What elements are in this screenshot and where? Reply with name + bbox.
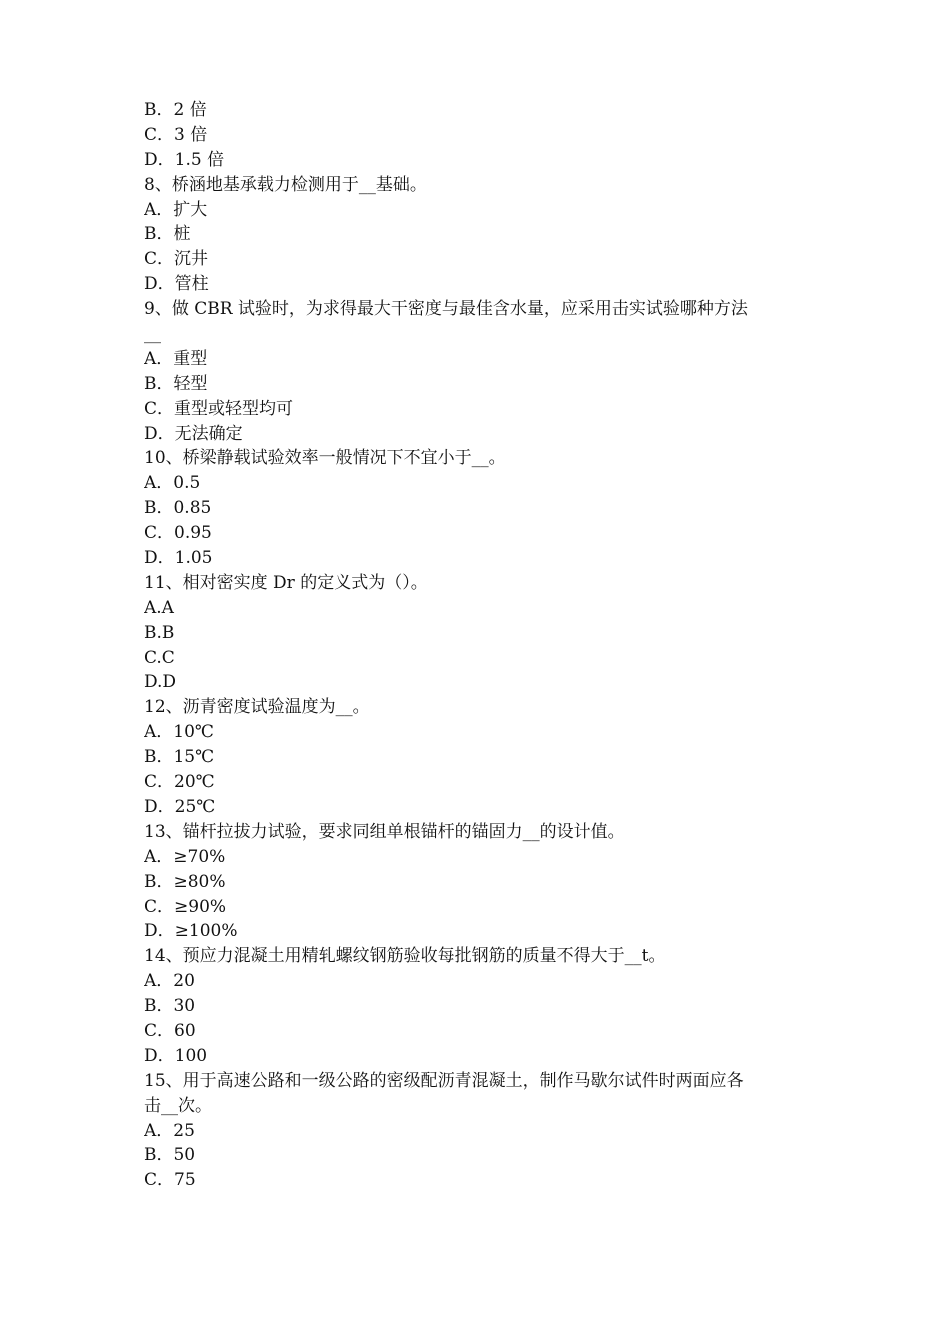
option-a-q15: A．25 — [144, 1120, 195, 1141]
option-c-q10: C．0.95 — [144, 523, 212, 544]
option-c-q11: C.C — [144, 647, 175, 668]
option-c-q15: C．75 — [144, 1170, 196, 1191]
option-b-q9: B．轻型 — [144, 373, 208, 394]
option-d-q7: D．1.5 倍 — [144, 149, 225, 170]
option-c-q12: C．20℃ — [144, 772, 215, 793]
option-d-q14: D．100 — [144, 1045, 208, 1066]
option-c-q8: C．沉井 — [144, 249, 209, 270]
option-a-q14: A．20 — [144, 971, 195, 992]
option-a-q13: A．≥70% — [144, 846, 226, 867]
option-d-q10: D．1.05 — [144, 548, 213, 569]
option-a-q8: A．扩大 — [144, 199, 208, 220]
option-a-q10: A．0.5 — [144, 473, 201, 494]
question-13: 13、锚杆拉拔力试验，要求同组单根锚杆的锚固力__的设计值。 — [144, 821, 625, 842]
option-a-q9: A．重型 — [144, 348, 208, 369]
option-d-q12: D．25℃ — [144, 796, 216, 817]
option-b-q15: B．50 — [144, 1145, 196, 1166]
option-b-q10: B．0.85 — [144, 498, 212, 519]
option-b-q7: B．2 倍 — [144, 100, 207, 120]
option-b-q13: B．≥80% — [144, 871, 226, 892]
option-c-q9: C．重型或轻型均可 — [144, 398, 294, 419]
question-15: 15、用于高速公路和一级公路的密级配沥青混凝土，制作马歇尔试件时两面应各 — [144, 1070, 744, 1091]
option-c-q7: C．3 倍 — [144, 124, 208, 145]
option-d-q9: D．无法确定 — [144, 423, 243, 444]
option-d-q13: D．≥100% — [144, 921, 238, 942]
option-b-q12: B．15℃ — [144, 747, 215, 768]
option-b-q11: B.B — [144, 622, 175, 643]
question-12: 12、沥青密度试验温度为__。 — [144, 697, 370, 718]
option-c-q14: C．60 — [144, 1020, 196, 1041]
question-10: 10、桥梁静载试验效率一般情况下不宜小于__。 — [144, 448, 506, 469]
option-b-q8: B．桩 — [144, 224, 191, 245]
option-a-q11: A.A — [144, 597, 174, 618]
question-15-continued: 击__次。 — [144, 1095, 212, 1116]
question-8: 8、桥涵地基承载力检测用于__基础。 — [144, 174, 427, 195]
option-c-q13: C．≥90% — [144, 896, 227, 917]
question-14: 14、预应力混凝土用精轧螺纹钢筋验收每批钢筋的质量不得大于__t。 — [144, 946, 666, 967]
option-b-q14: B．30 — [144, 996, 196, 1017]
document-body — [144, 98, 814, 1193]
option-d-q11: D.D — [144, 672, 177, 693]
option-d-q8: D．管柱 — [144, 274, 209, 295]
question-11: 11、相对密实度 Dr 的定义式为（）。 — [144, 572, 428, 593]
question-9-continued: __ — [144, 324, 161, 345]
question-9: 9、做 CBR 试验时，为求得最大干密度与最佳含水量，应采用击实试验哪种方法 — [144, 299, 748, 320]
option-a-q12: A．10℃ — [144, 722, 214, 743]
